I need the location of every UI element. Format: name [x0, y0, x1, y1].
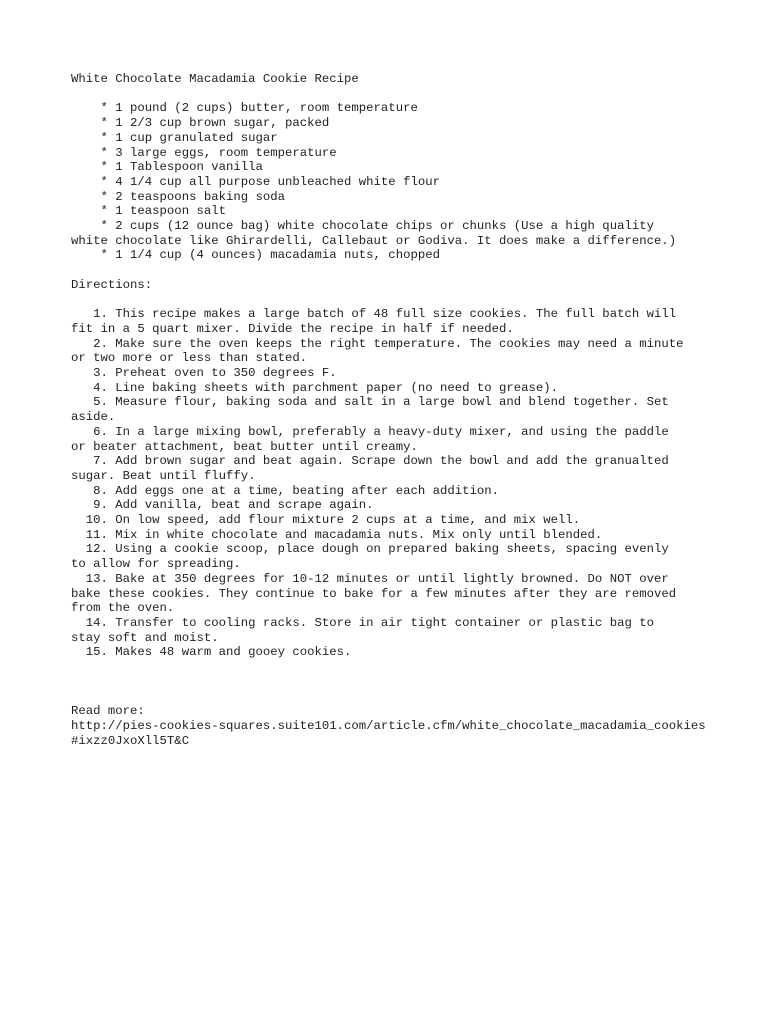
spacer	[71, 660, 711, 675]
direction-step-continued: aside.	[71, 410, 116, 425]
spacer	[71, 87, 711, 102]
ingredient-item: * 4 1/4 cup all purpose unbleached white flour	[71, 174, 440, 189]
direction-step: 2. Make sure the oven keeps the right temperature. The cookies may need a minute	[71, 336, 684, 351]
direction-step-continued: from the oven.	[71, 601, 175, 616]
direction-step: 5. Measure flour, baking soda and salt in a large bowl and blend together. Set	[71, 395, 669, 410]
ingredient-item: * 1 cup granulated sugar	[71, 130, 278, 145]
ingredient-item: * 1 2/3 cup brown sugar, packed	[71, 116, 330, 131]
ingredient-item: * 1 Tablespoon vanilla	[71, 160, 263, 175]
direction-step: 3. Preheat oven to 350 degrees F.	[71, 366, 337, 381]
direction-step-continued: fit in a 5 quart mixer. Divide the recipe in half if needed.	[71, 321, 514, 336]
ingredient-item-continued: white chocolate like Ghirardelli, Callebaut or Godiva. It does make a difference.)	[71, 233, 677, 248]
spacer	[71, 689, 711, 704]
spacer	[71, 293, 711, 308]
direction-step: 15. Makes 48 warm and gooey cookies.	[71, 645, 352, 660]
direction-step: 7. Add brown sugar and beat again. Scrape down the bowl and add the granualted	[71, 454, 669, 469]
direction-step: 4. Line baking sheets with parchment paper (no need to grease).	[71, 380, 559, 395]
spacer	[71, 263, 711, 278]
direction-step: 14. Transfer to cooling racks. Store in air tight container or plastic bag to	[71, 615, 654, 630]
ingredient-item: * 3 large eggs, room temperature	[71, 145, 337, 160]
read-more-url[interactable]: http://pies-cookies-squares.suite101.com/article.cfm/white_chocolate_macadamia_cookies#ixzz0JxoXll5T&C	[71, 718, 706, 748]
directions-heading: Directions:	[71, 277, 153, 292]
direction-step-continued: or beater attachment, beat butter until creamy.	[71, 439, 418, 454]
direction-step: 10. On low speed, add flour mixture 2 cups at a time, and mix well.	[71, 513, 581, 528]
direction-step: 9. Add vanilla, beat and scrape again.	[71, 498, 374, 513]
direction-step-continued: to allow for spreading.	[71, 557, 241, 572]
direction-step: 1. This recipe makes a large batch of 48 full size cookies. The full batch will	[71, 307, 677, 322]
direction-step: 12. Using a cookie scoop, place dough on prepared baking sheets, spacing evenly	[71, 542, 669, 557]
direction-step-continued: stay soft and moist.	[71, 630, 219, 645]
direction-step-continued: bake these cookies. They continue to bake for a few minutes after they are removed	[71, 586, 677, 601]
ingredient-item: * 1 pound (2 cups) butter, room temperature	[71, 101, 418, 116]
directions-list	[71, 307, 711, 660]
recipe-document	[71, 72, 711, 748]
ingredient-item: * 1 1/4 cup (4 ounces) macadamia nuts, chopped	[71, 248, 440, 263]
direction-step: 13. Bake at 350 degrees for 10-12 minutes or until lightly browned. Do NOT over	[71, 571, 669, 586]
document-title: White Chocolate Macadamia Cookie Recipe	[71, 72, 359, 86]
direction-step-continued: sugar. Beat until fluffy.	[71, 468, 256, 483]
read-more-label: Read more:	[71, 704, 145, 719]
direction-step: 8. Add eggs one at a time, beating after each addition.	[71, 483, 500, 498]
ingredient-list	[71, 101, 711, 263]
direction-step: 6. In a large mixing bowl, preferably a heavy-duty mixer, and using the paddle	[71, 424, 669, 439]
direction-step: 11. Mix in white chocolate and macadamia nuts. Mix only until blended.	[71, 527, 603, 542]
direction-step-continued: or two more or less than stated.	[71, 351, 308, 366]
ingredient-item: * 2 teaspoons baking soda	[71, 189, 286, 204]
ingredient-item: * 2 cups (12 ounce bag) white chocolate chips or chunks (Use a high quality	[71, 219, 654, 234]
ingredient-item: * 1 teaspoon salt	[71, 204, 226, 219]
spacer	[71, 675, 711, 690]
